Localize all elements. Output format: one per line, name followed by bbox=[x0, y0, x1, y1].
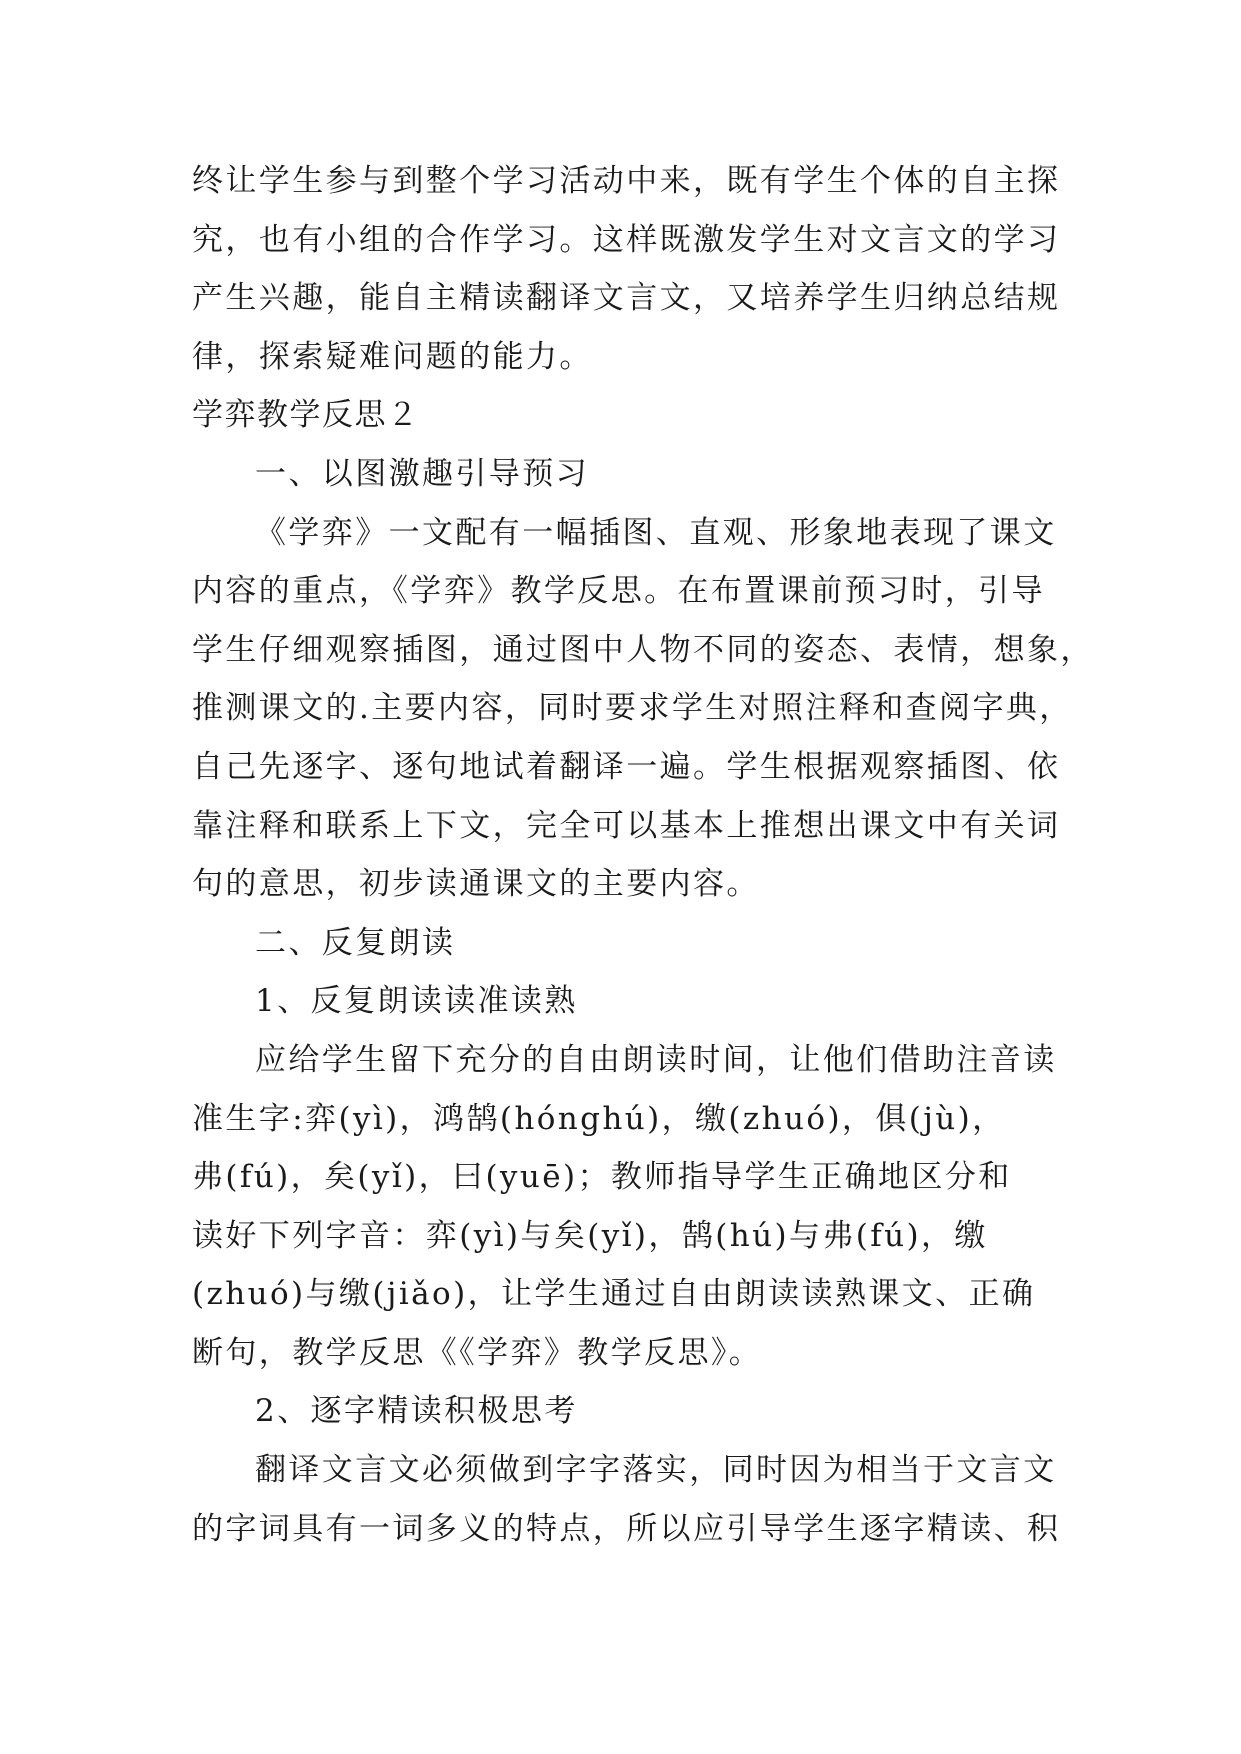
section-title: 学弈教学反思２ bbox=[192, 397, 420, 434]
subsection-heading: 1、反复朗读读准读熟 bbox=[255, 983, 578, 1020]
paragraph-line: 自己先逐字、逐句地试着翻译一遍。学生根据观察插图、依 bbox=[192, 748, 1061, 785]
paragraph-line: 学生仔细观察插图，通过图中人物不同的姿态、表情，想象， bbox=[192, 631, 1094, 668]
paragraph-line: 《学弈》一文配有一幅插图、直观、形象地表现了课文 bbox=[255, 514, 1057, 551]
paragraph-line: 律，探索疑难问题的能力。 bbox=[192, 338, 593, 375]
paragraph-line: 准生字:弈(yì)，鸿鹄(hónghú)，缴(zhuó)，俱(jù)， bbox=[192, 1100, 1006, 1137]
paragraph-line: (zhuó)与缴(jiǎo)，让学生通过自由朗读读熟课文、正确 bbox=[192, 1276, 1036, 1313]
paragraph-line: 究，也有小组的合作学习。这样既激发学生对文言文的学习 bbox=[192, 221, 1061, 258]
paragraph-line: 弗(fú)，矣(yǐ)，曰(yuē)；教师指导学生正确地区分和 bbox=[192, 1159, 1012, 1196]
paragraph-line: 靠注释和联系上下文，完全可以基本上推想出课文中有关词 bbox=[192, 807, 1061, 844]
paragraph-line: 产生兴趣，能自主精读翻译文言文，又培养学生归纳总结规 bbox=[192, 280, 1061, 317]
paragraph-line: 翻译文言文必须做到字字落实，同时因为相当于文言文 bbox=[255, 1452, 1057, 1489]
paragraph-line: 断句，教学反思《《学弈》教学反思》。 bbox=[192, 1334, 763, 1371]
paragraph-line: 应给学生留下充分的自由朗读时间，让他们借助注音读 bbox=[255, 1041, 1057, 1078]
paragraph-line: 终让学生参与到整个学习活动中来，既有学生个体的自主探 bbox=[192, 163, 1061, 199]
paragraph-line: 读好下列字音：弈(yì)与矣(yǐ)，鹄(hú)与弗(fú)，缴 bbox=[192, 1217, 988, 1254]
section-heading: 一、以图激趣引导预习 bbox=[255, 455, 589, 492]
document-page bbox=[192, 158, 1094, 1564]
subsection-heading: 2、逐字精读积极思考 bbox=[255, 1393, 578, 1430]
paragraph-line: 句的意思，初步读通课文的主要内容。 bbox=[192, 866, 760, 903]
paragraph-line: 内容的重点，《学弈》教学反思。在布置课前预习时，引导 bbox=[192, 573, 1045, 610]
paragraph-line: 的字词具有一词多义的特点，所以应引导学生逐字精读、积 bbox=[192, 1510, 1061, 1547]
paragraph-line: 推测课文的.主要内容，同时要求学生对照注释和查阅字典， bbox=[192, 690, 1073, 727]
section-heading: 二、反复朗读 bbox=[255, 924, 456, 961]
